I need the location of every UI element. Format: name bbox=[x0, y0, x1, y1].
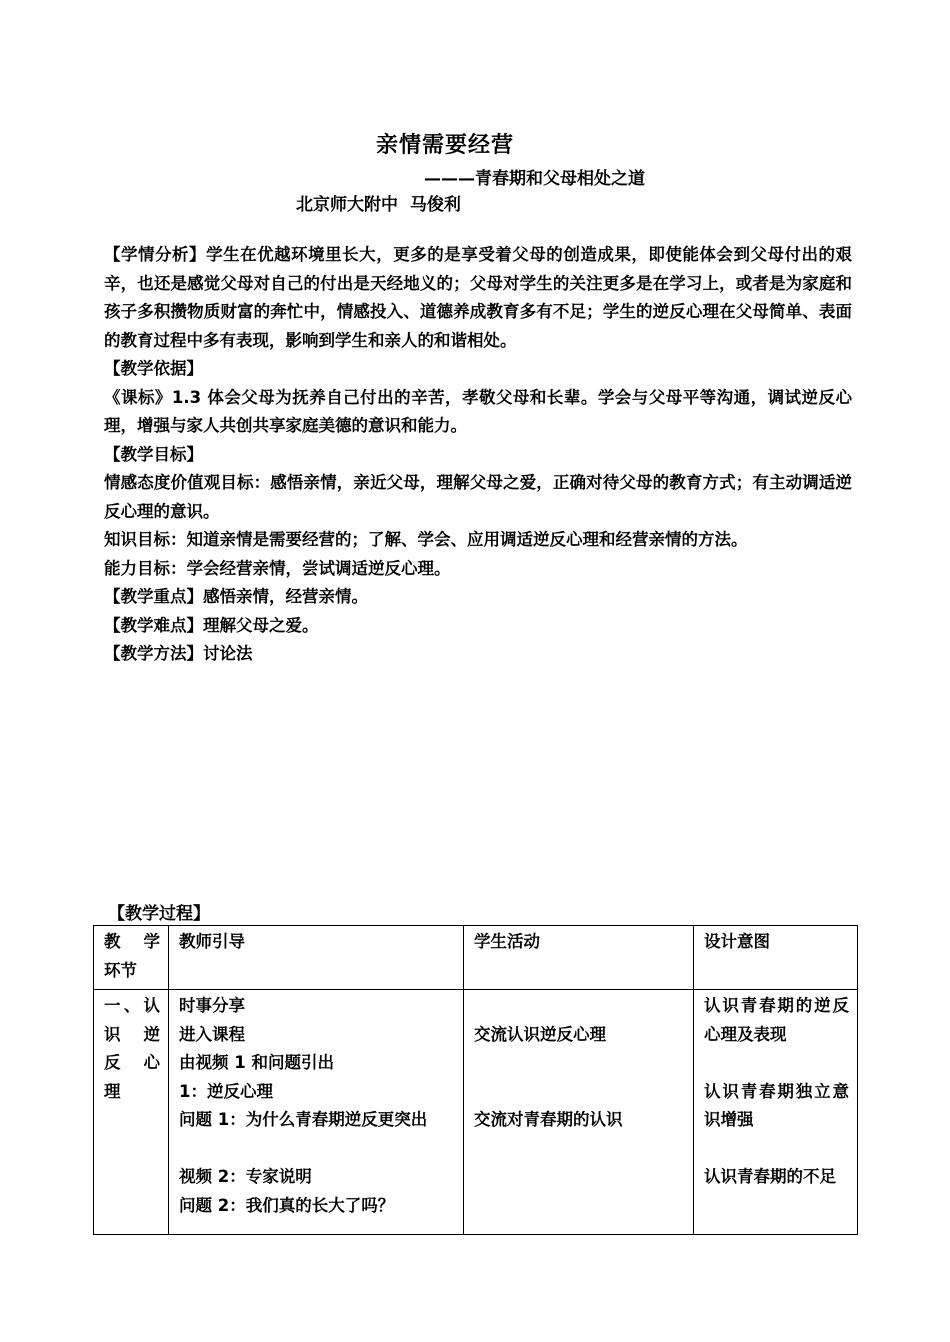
section-label: 【教学方法】 bbox=[104, 644, 203, 663]
teacher-line: 问题 2：我们真的长大了吗？ bbox=[179, 1195, 395, 1215]
teacher-line-spacer bbox=[179, 1135, 455, 1164]
section-teaching-basis bbox=[104, 355, 852, 384]
student-spacer bbox=[474, 992, 685, 1021]
teaching-process-table bbox=[93, 925, 858, 1235]
teacher-cell bbox=[169, 990, 464, 1235]
header-stage-line2: 环节 bbox=[104, 960, 137, 980]
design-spacer bbox=[704, 1049, 849, 1078]
section-text: 知识目标：知道亲情是需要经营的；了解、学会、应用调适逆反心理和经营亲情的方法。 bbox=[104, 530, 748, 549]
section-label: 【教学依据】 bbox=[104, 359, 203, 378]
section-label: 【教学目标】 bbox=[104, 444, 203, 464]
section-text: 讨论法 bbox=[203, 644, 253, 663]
section-text: 《课标》1.3 体会父母为抚养自己付出的辛苦，孝敬父母和长辈。学会与父母平等沟通，调试逆反心理，增强与家人共创共享家庭美德的意识和能力。 bbox=[104, 387, 852, 435]
student-spacer bbox=[474, 1078, 685, 1107]
table-row bbox=[94, 990, 858, 1235]
teacher-line: 1：逆反心理 bbox=[179, 1081, 273, 1101]
goal-knowledge bbox=[104, 526, 852, 555]
header-teacher: 教师引导 bbox=[169, 926, 464, 990]
stage-cell bbox=[94, 990, 169, 1235]
section-difficulties bbox=[104, 612, 852, 641]
stage-line: 反 心 bbox=[104, 1053, 160, 1072]
header-stage bbox=[94, 926, 169, 990]
student-line: 交流对青春期的认识 bbox=[474, 1110, 623, 1129]
section-label: 【教学重点】 bbox=[104, 587, 203, 606]
section-text: 理解父母之爱。 bbox=[203, 615, 319, 635]
teacher-line: 时事分享 bbox=[179, 996, 245, 1015]
section-key-points bbox=[104, 583, 852, 612]
design-line: 认识青春期独立意识增强 bbox=[704, 1081, 849, 1129]
section-text: 学生在优越环境里长大，更多的是享受着父母的创造成果，即使能体会到父母付出的艰辛，也还是感觉父母对自己的付出是天经地义的；父母对学生的关注更多是在学习上，或者是为家庭和孩子多积攒物质财富的奔忙中，情感投入、道德养成教育多有不足；学生的逆反心理在父母简单、表面的教育过程中多有表现，影响到学生和亲人的和谐相处。 bbox=[104, 245, 853, 350]
stage-line: 理 bbox=[104, 1081, 121, 1101]
document-title: 亲情需要经营 bbox=[375, 133, 514, 158]
section-text: 情感态度价值观目标：感悟亲情，亲近父母，理解父母之爱，正确对待父母的教育方式；有主动调适逆反心理的意识。 bbox=[104, 473, 852, 521]
header-design: 设计意图 bbox=[694, 926, 858, 990]
teacher-line: 视频 2：专家说明 bbox=[179, 1167, 312, 1186]
student-spacer bbox=[474, 1049, 685, 1078]
stage-line: 一、认 bbox=[104, 996, 160, 1015]
goal-emotion bbox=[104, 469, 852, 526]
section-learning-analysis bbox=[104, 241, 852, 355]
section-curriculum-standard bbox=[104, 384, 852, 441]
section-text: 感悟亲情，经营亲情。 bbox=[203, 587, 368, 606]
section-text: 能力目标：学会经营亲情，尝试调适逆反心理。 bbox=[104, 558, 451, 578]
section-label: 【教学难点】 bbox=[104, 615, 203, 635]
process-heading: 【教学过程】 bbox=[108, 904, 210, 924]
design-line: 认识青春期的不足 bbox=[704, 1167, 836, 1186]
header-stage-line1: 教 学 bbox=[104, 932, 160, 951]
teacher-line: 由视频 1 和问题引出 bbox=[179, 1053, 334, 1072]
document-subtitle: ———青春期和父母相处之道 bbox=[424, 169, 645, 189]
design-cell bbox=[694, 990, 858, 1235]
design-spacer bbox=[704, 1135, 849, 1164]
lesson-plan-body bbox=[104, 241, 852, 669]
student-line: 交流认识逆反心理 bbox=[474, 1024, 606, 1044]
header-student: 学生活动 bbox=[464, 926, 694, 990]
document-author: 北京师大附中 马俊利 bbox=[296, 195, 461, 215]
teacher-line: 进入课程 bbox=[179, 1024, 245, 1044]
table-header-row bbox=[94, 926, 858, 990]
goal-ability bbox=[104, 555, 852, 584]
teacher-line: 问题 1：为什么青春期逆反更突出 bbox=[179, 1110, 428, 1129]
section-methods bbox=[104, 640, 852, 669]
stage-line: 识 逆 bbox=[104, 1024, 160, 1044]
section-label: 【学情分析】 bbox=[104, 245, 207, 264]
design-line: 认识青春期的逆反心理及表现 bbox=[704, 996, 849, 1044]
section-teaching-goals bbox=[104, 441, 852, 470]
student-cell bbox=[464, 990, 694, 1235]
